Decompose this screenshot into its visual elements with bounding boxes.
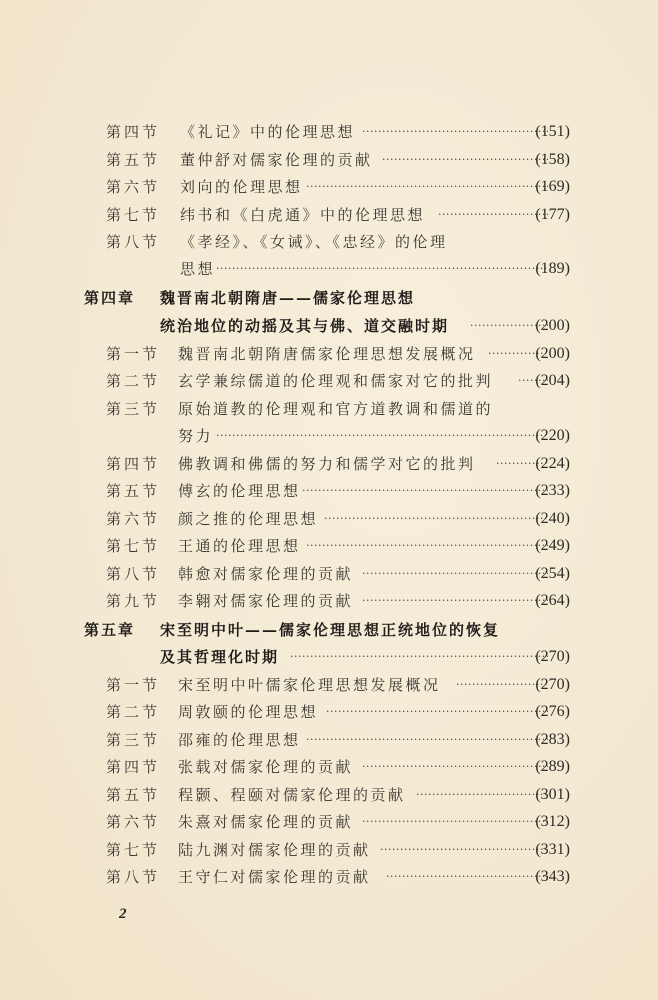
leader-dots (306, 533, 548, 559)
entry-page: (289) (535, 758, 570, 775)
toc-entry (0, 809, 658, 835)
entry-page: (276) (535, 703, 570, 720)
entry-title: 魏晋南北朝隋唐儒家伦理思想发展概况 (178, 345, 476, 363)
entry-title: 邵雍的伦理思想 (178, 731, 301, 749)
leader-dots (382, 147, 548, 173)
toc-entry (0, 119, 658, 145)
entry-label: 第三节 (106, 731, 161, 749)
entry-page: (233) (535, 482, 570, 499)
toc-entry (0, 782, 658, 808)
toc-entry (0, 588, 658, 614)
entry-page: (240) (535, 510, 570, 527)
entry-page: (224) (535, 455, 570, 472)
leader-dots (362, 119, 548, 145)
page-number-folio: 2 (119, 906, 127, 922)
entry-title: 刘向的伦理思想 (180, 178, 303, 196)
entry-title: 张载对儒家伦理的贡献 (178, 758, 354, 776)
toc-chapter-continuation (0, 313, 658, 339)
entry-page: (177) (535, 206, 570, 223)
toc-entry-continuation (0, 256, 658, 282)
toc-entry (0, 147, 658, 173)
chapter-title-continuation: 及其哲理化时期 (160, 648, 280, 666)
entry-page: (189) (535, 260, 570, 277)
entry-label: 第六节 (106, 813, 161, 831)
entry-title-continuation: 努力 (178, 427, 214, 445)
entry-label: 第六节 (106, 178, 161, 196)
entry-title: 董仲舒对儒家伦理的贡献 (180, 151, 373, 169)
toc-entry (0, 672, 658, 698)
leader-dots (362, 561, 548, 587)
leader-dots (362, 754, 548, 780)
toc-chapter (0, 285, 658, 311)
toc-entry (0, 506, 658, 532)
entry-label: 第五节 (106, 151, 161, 169)
entry-page: (254) (535, 565, 570, 582)
entry-page: (301) (535, 786, 570, 803)
entry-title: 玄学兼综儒道的伦理观和儒家对它的批判 (178, 372, 494, 390)
entry-title: 纬书和《白虎通》中的伦理思想 (180, 206, 426, 224)
leader-dots (362, 588, 548, 614)
entry-page: (312) (535, 813, 570, 830)
entry-label: 第八节 (106, 565, 161, 583)
leader-dots (216, 423, 548, 449)
entry-title: 王通的伦理思想 (178, 537, 301, 555)
entry-title: 傅玄的伦理思想 (178, 482, 301, 500)
toc-entry (0, 837, 658, 863)
entry-title: 王守仁对儒家伦理的贡献 (178, 868, 371, 886)
leader-dots (306, 727, 548, 753)
toc-entry (0, 202, 658, 228)
leader-dots (326, 699, 548, 725)
entry-title-continuation: 思想 (180, 260, 216, 278)
entry-title: 宋至明中叶儒家伦理思想发展概况 (178, 676, 441, 694)
entry-label: 第七节 (106, 206, 161, 224)
entry-title: 程颢、程颐对儒家伦理的贡献 (178, 786, 406, 804)
leader-dots (380, 837, 548, 863)
entry-title: 《孝经》、《女诫》、《忠经》的伦理 (180, 233, 448, 251)
entry-label: 第四节 (106, 455, 161, 473)
toc-chapter (0, 617, 658, 643)
entry-page: (158) (535, 151, 570, 168)
entry-label: 第九节 (106, 592, 161, 610)
entry-title: 周敦颐的伦理思想 (178, 703, 319, 721)
entry-page: (220) (535, 427, 570, 444)
entry-title: 原始道教的伦理观和官方道教调和儒道的 (178, 400, 494, 418)
entry-label: 第一节 (106, 345, 161, 363)
toc-entry-continuation (0, 423, 658, 449)
chapter-label: 第四章 (84, 289, 136, 307)
entry-label: 第七节 (106, 841, 161, 859)
toc-entry (0, 478, 658, 504)
entry-title: 佛教调和佛儒的努力和儒学对它的批判 (178, 455, 476, 473)
entry-title: 韩愈对儒家伦理的贡献 (178, 565, 354, 583)
toc-entry (0, 561, 658, 587)
entry-page: (343) (535, 868, 570, 885)
toc-entry (0, 864, 658, 890)
entry-label: 第二节 (106, 372, 161, 390)
leader-dots (290, 644, 548, 670)
entry-label: 第五节 (106, 786, 161, 804)
entry-page: (264) (535, 592, 570, 609)
entry-label: 第六节 (106, 510, 161, 528)
entry-label: 第八节 (106, 233, 161, 251)
leader-dots (362, 809, 548, 835)
toc-entry (0, 699, 658, 725)
entry-label: 第一节 (106, 676, 161, 694)
entry-label: 第八节 (106, 868, 161, 886)
entry-label: 第七节 (106, 537, 161, 555)
chapter-title-continuation: 统治地位的动摇及其与佛、道交融时期 (160, 317, 450, 335)
toc-entry (0, 341, 658, 367)
entry-label: 第四节 (106, 123, 161, 141)
entry-page: (270) (535, 676, 570, 693)
entry-label: 第五节 (106, 482, 161, 500)
entry-page: (169) (535, 178, 570, 195)
entry-title: 颜之推的伦理思想 (178, 510, 319, 528)
entry-label: 第二节 (106, 703, 161, 721)
leader-dots (416, 782, 548, 808)
entry-page: (249) (535, 537, 570, 554)
entry-title: 陆九渊对儒家伦理的贡献 (178, 841, 371, 859)
entry-page: (200) (535, 345, 570, 362)
leader-dots (456, 672, 548, 698)
leader-dots (324, 506, 548, 532)
entry-title: 朱熹对儒家伦理的贡献 (178, 813, 354, 831)
toc-entry (0, 396, 658, 422)
toc-entry (0, 727, 658, 753)
toc-entry (0, 533, 658, 559)
leader-dots (386, 864, 548, 890)
toc-chapter-continuation (0, 644, 658, 670)
toc-entry (0, 451, 658, 477)
entry-page: (331) (535, 841, 570, 858)
toc-entry (0, 174, 658, 200)
chapter-title: 宋至明中叶——儒家伦理思想正统地位的恢复 (160, 621, 501, 639)
toc-entry (0, 754, 658, 780)
leader-dots (216, 256, 548, 282)
entry-title: 《礼记》中的伦理思想 (180, 123, 356, 141)
entry-page: (270) (535, 648, 570, 665)
toc-entry (0, 368, 658, 394)
entry-page: (204) (535, 372, 570, 389)
chapter-title: 魏晋南北朝隋唐——儒家伦理思想 (160, 289, 416, 307)
entry-page: (200) (535, 317, 570, 334)
toc-entry (0, 229, 658, 255)
entry-label: 第四节 (106, 758, 161, 776)
leader-dots (306, 174, 548, 200)
entry-label: 第三节 (106, 400, 161, 418)
entry-page: (283) (535, 731, 570, 748)
entry-title: 李翱对儒家伦理的贡献 (178, 592, 354, 610)
entry-page: (151) (535, 123, 570, 140)
leader-dots (302, 478, 548, 504)
chapter-label: 第五章 (84, 621, 136, 639)
leader-dots (438, 202, 548, 228)
